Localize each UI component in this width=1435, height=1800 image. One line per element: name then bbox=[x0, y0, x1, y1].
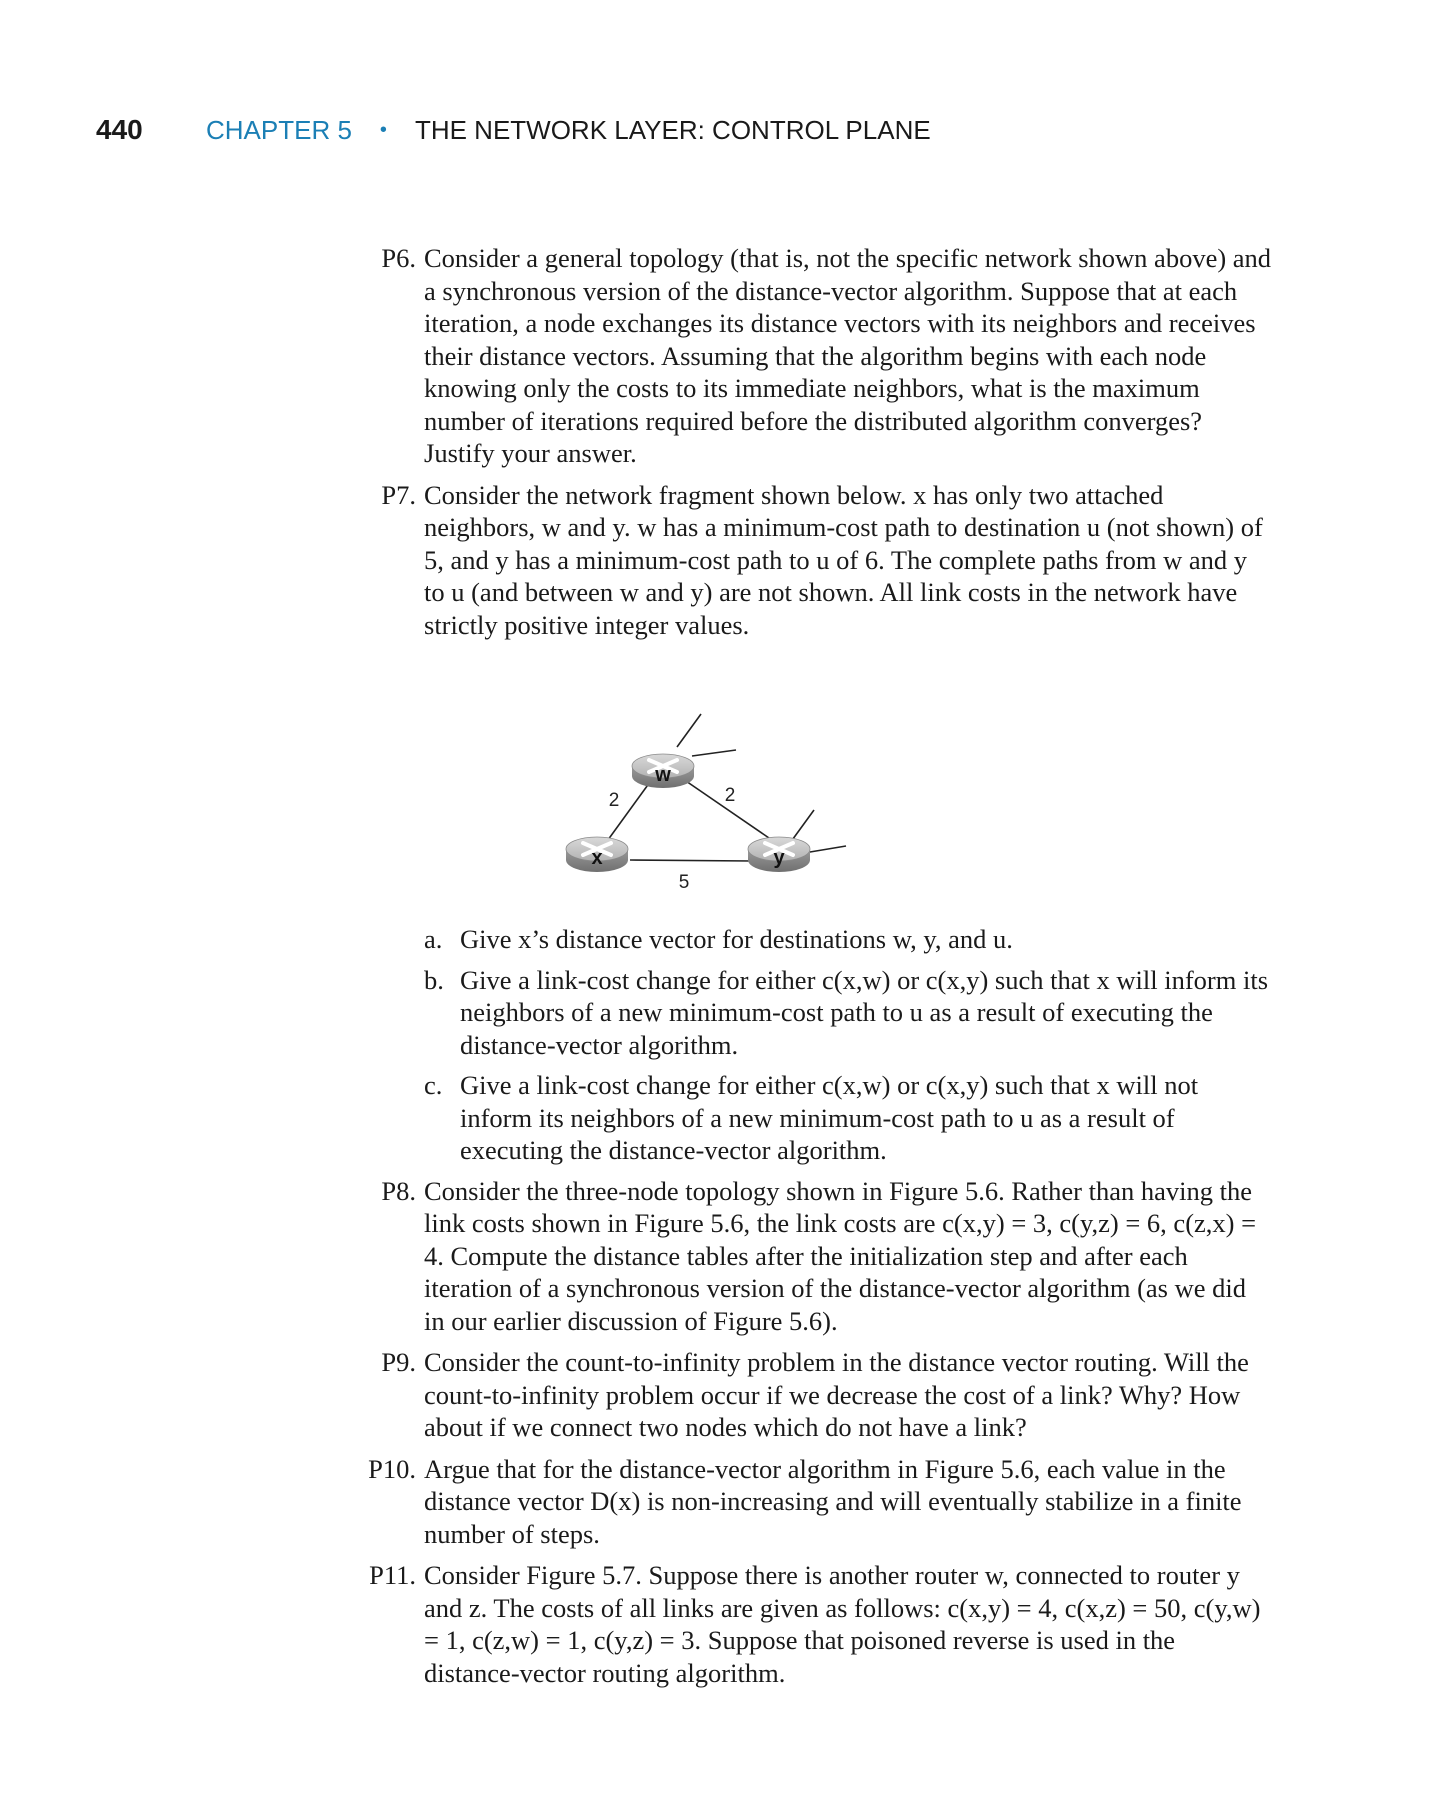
problem-p11 bbox=[352, 1559, 1272, 1689]
subpart-label: c. bbox=[424, 1070, 443, 1100]
problem-p9 bbox=[352, 1346, 1272, 1444]
problem-p10 bbox=[352, 1453, 1272, 1551]
w-external-link bbox=[692, 750, 736, 756]
page-header bbox=[96, 110, 931, 150]
problem-text: Consider a general topology (that is, not the specific network shown above) and a synchronous version of the distance-vector algorithm. Suppose that at each iteration, a node exchanges its distance vectors with its neighbors and receives their distance vectors. Assuming that the algorithm begins with each node knowing only the costs to its immediate neighbors, what is the maximum number of iterations required before the distributed algorithm converges? Justify your answer. bbox=[424, 243, 1272, 468]
page-number: 440 bbox=[96, 114, 143, 145]
subpart-a bbox=[424, 923, 1272, 956]
problem-text: Consider the count-to-infinity problem in the distance vector routing. Will the count-to-infinity problem occur if we decrease the cost of a link? Why? How about if we connect two nodes which do not have a link? bbox=[424, 1347, 1249, 1442]
node-label-x: x bbox=[591, 847, 603, 869]
problem-number: P7. bbox=[381, 479, 416, 510]
subpart-text: Give a link-cost change for either c(x,w) or c(x,y) such that x will not inform its neighbors of a new minimum-cost path to u as a result of executing the distance-vector algorithm. bbox=[460, 1070, 1199, 1165]
subpart-label: b. bbox=[424, 964, 444, 995]
problem-number: P6. bbox=[381, 243, 416, 273]
problem-text: Consider the network fragment shown below. x has only two attached neighbors, w and y. w has a minimum-cost path to destination u (not shown) of 5, and y has a minimum-cost path to u of 6. The complete paths from w and y to u (and between w and y) are not shown. All link costs in the network have strictly positive integer values. bbox=[424, 479, 1263, 640]
subpart-text: Give x’s distance vector for destinations w, y, and u. bbox=[460, 924, 1013, 954]
subpart-text: Give a link-cost change for either c(x,w) or c(x,y) such that x will inform its neighbors of a new minimum-cost path to u as a result of executing the distance-vector algorithm. bbox=[460, 964, 1269, 1060]
problem-number: P8. bbox=[381, 1175, 416, 1206]
chapter-title: THE NETWORK LAYER: CONTROL PLANE bbox=[414, 114, 931, 145]
problem-p6 bbox=[352, 242, 1272, 470]
link-x-y bbox=[630, 860, 752, 861]
subpart-c bbox=[424, 1069, 1272, 1167]
problem-text: Consider Figure 5.7. Suppose there is another router w, connected to router y and z. The costs of all links are given as follows: c(x,y) = 4, c(x,z) = 50, c(y,w) = 1, c(z,w) = 1, c(y,z) = 3. Suppose that poisoned reverse is used in the distance-vector routing algorithm. bbox=[424, 1560, 1261, 1688]
problem-number: P10. bbox=[368, 1453, 416, 1484]
network-diagram bbox=[352, 650, 1272, 915]
chapter-label: CHAPTER 5 bbox=[206, 114, 352, 145]
problem-text: Consider the three-node topology shown in Figure 5.6. Rather than having the link costs shown in Figure 5.6, the link costs are c(x,y) = 3, c(y,z) = 6, c(z,x) = 4. Compute the distance tables after the initialization step and after each iteration of a synchronous version of the distance-vector algorithm (as we did in our earlier discussion of Figure 5.6). bbox=[424, 1175, 1257, 1336]
network-fragment-figure bbox=[352, 650, 1272, 915]
cost-label-w-y: 2 bbox=[724, 785, 736, 806]
subpart-label: a. bbox=[424, 924, 443, 954]
node-label-y: y bbox=[773, 847, 785, 869]
header-bullet: • bbox=[379, 118, 387, 141]
cost-label-x-y: 5 bbox=[678, 872, 690, 893]
cost-label-x-w: 2 bbox=[608, 790, 620, 811]
problem-text: Argue that for the distance-vector algorithm in Figure 5.6, each value in the distance vector D(x) is non-increasing and will eventually stabilize in a finite number of steps. bbox=[424, 1453, 1242, 1549]
problem-list bbox=[352, 242, 1272, 1698]
p7-subparts bbox=[352, 923, 1272, 1167]
problem-p7 bbox=[352, 479, 1272, 642]
problem-number: P9. bbox=[381, 1347, 416, 1377]
w-external-link bbox=[677, 714, 701, 747]
problem-p8 bbox=[352, 1175, 1272, 1338]
node-label-w: w bbox=[655, 764, 671, 786]
subpart-b bbox=[424, 964, 1272, 1062]
problem-number: P11. bbox=[369, 1560, 416, 1590]
